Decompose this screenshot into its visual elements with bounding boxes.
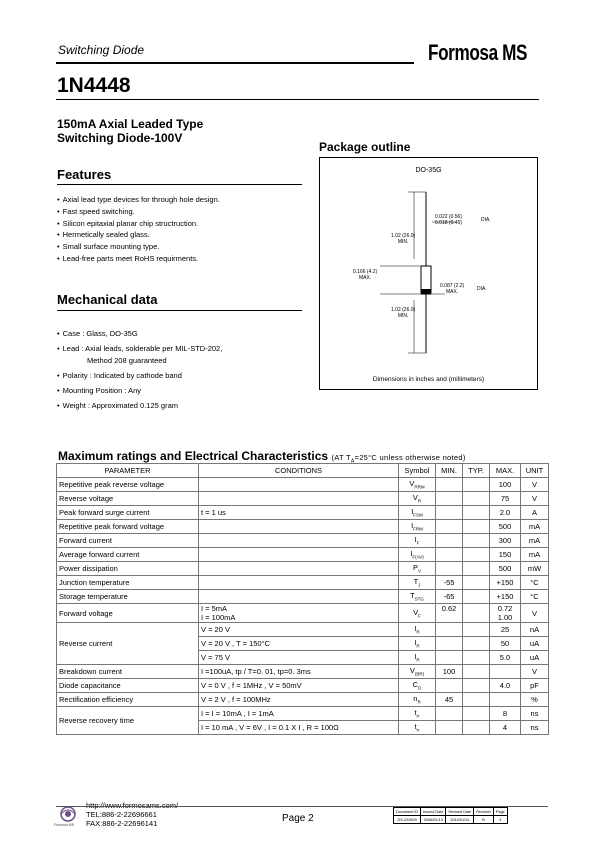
features-rule (57, 184, 302, 185)
feature-item: • Fast speed switching. (57, 206, 220, 218)
package-outline-box (319, 157, 538, 390)
table-cell: Power dissipation (57, 562, 199, 576)
doc-value: DS-222809 (394, 816, 421, 824)
table-cell: 75 (490, 492, 521, 506)
table-cell (463, 693, 490, 707)
symbol-cell: $I_{F(AV)}$ (399, 548, 436, 562)
symbol-cell: $n_R$ (399, 693, 436, 707)
table-row (57, 707, 549, 721)
table-cell: mW (521, 562, 549, 576)
table-cell: Reverse recovery time (57, 707, 199, 735)
table-cell: Repetitive peak reverse voltage (57, 478, 199, 492)
table-cell: V (521, 478, 549, 492)
dim-lead-len-bottom: 1.02 (26.0) MIN. (391, 307, 416, 319)
table-cell: V (521, 665, 549, 679)
dim-lead-dia-label: DIA. (481, 217, 491, 223)
table-cell (436, 534, 463, 548)
symbol-cell: $V_F$ (399, 604, 436, 623)
feature-item: • Lead-free parts meet RoHS requirments. (57, 253, 220, 265)
features-heading: Features (57, 167, 112, 182)
mechanical-item: • Weight : Approximated 0.125 gram (57, 400, 222, 412)
table-header-row (57, 464, 549, 478)
product-description (57, 117, 203, 145)
table-cell: ns (521, 721, 549, 735)
package-note: Dimensions in inches and (millimeters) (372, 376, 485, 383)
symbol-cell: $t_{rr}$ (399, 707, 436, 721)
page-number: Page 2 (282, 813, 314, 824)
table-cell: Storage temperature (57, 590, 199, 604)
dim-body-dia: 0.087 (2.2) MAX. (440, 283, 465, 295)
mechanical-list (57, 328, 222, 415)
col-header: UNIT (521, 464, 549, 478)
table-cell (199, 576, 399, 590)
table-cell (463, 548, 490, 562)
col-header: TYP. (463, 464, 490, 478)
mechanical-rule (57, 310, 302, 311)
table-cell (463, 707, 490, 721)
table-cell: 0.72 1.00 (490, 604, 521, 623)
table-cell (436, 637, 463, 651)
description-line-1: 150mA Axial Leaded Type (57, 117, 204, 131)
symbol-cell: $V_R$ (399, 492, 436, 506)
symbol-cell: $I_{FSM}$ (399, 506, 436, 520)
table-row (57, 478, 549, 492)
symbol-cell: $I_{FRM}$ (399, 520, 436, 534)
feature-item: • Silicon epitaxial planar chip structruction. (57, 218, 220, 230)
table-row (57, 506, 549, 520)
table-cell (463, 492, 490, 506)
table-row (57, 520, 549, 534)
table-cell (436, 707, 463, 721)
table-cell (463, 534, 490, 548)
doc-header: Revised Date (446, 808, 474, 816)
table-cell (463, 506, 490, 520)
table-cell (436, 721, 463, 735)
mechanical-item-cont: Method 208 guaranteed (87, 355, 167, 365)
table-row (57, 534, 549, 548)
doc-header: Revision (474, 808, 494, 816)
header-rule-2 (56, 99, 539, 100)
mechanical-item: • Mounting Position : Any (57, 385, 222, 397)
table-cell (490, 665, 521, 679)
table-cell (199, 492, 399, 506)
table-cell (436, 506, 463, 520)
table-cell: mA (521, 534, 549, 548)
col-header: CONDITIONS (199, 464, 399, 478)
table-cell: -65 (436, 590, 463, 604)
feature-item: • Hermetically sealed glass. (57, 229, 220, 241)
table-cell: mA (521, 548, 549, 562)
table-cell (463, 623, 490, 637)
table-cell (463, 590, 490, 604)
table-cell: uA (521, 637, 549, 651)
col-header: PARAMETER (57, 464, 199, 478)
table-cell: 0.62 (436, 604, 463, 623)
table-cell (199, 562, 399, 576)
table-cell: Reverse voltage (57, 492, 199, 506)
description-line-2: Switching Diode-100V (57, 131, 183, 145)
table-cell: °C (521, 590, 549, 604)
table-row (57, 590, 549, 604)
dim-lead-dia: 0.022 (0.56) 0.018 (0.45) (435, 214, 462, 226)
table-row (57, 562, 549, 576)
header-rule (56, 62, 414, 64)
table-cell: % (521, 693, 549, 707)
table-cell (463, 576, 490, 590)
table-cell: 100 (436, 665, 463, 679)
table-cell (436, 562, 463, 576)
table-cell: A (521, 506, 549, 520)
doc-value: 2006/02/13 (421, 816, 446, 824)
table-cell (199, 590, 399, 604)
table-cell: 150 (490, 548, 521, 562)
table-cell: Repetitive peak forward voltage (57, 520, 199, 534)
table-cell: -55 (436, 576, 463, 590)
table-cell: Diode capacitance (57, 679, 199, 693)
table-cell (436, 520, 463, 534)
table-cell: Forward current (57, 534, 199, 548)
table-cell: 4 (490, 721, 521, 735)
table-cell: 4.0 (490, 679, 521, 693)
dim-body-dia-label: DIA. (477, 286, 487, 292)
table-cell: pF (521, 679, 549, 693)
feature-item: • Axial lead type devices for through hole design. (57, 194, 220, 206)
symbol-cell: $T_J$ (399, 576, 436, 590)
table-cell: Forward voltage (57, 604, 199, 623)
table-row (57, 548, 549, 562)
col-header: Symbol (399, 464, 436, 478)
table-cell: I = 5mA I = 100mA (199, 604, 399, 623)
feature-item: • Small surface mounting type. (57, 241, 220, 253)
table-cell (436, 623, 463, 637)
doc-header: Document ID (394, 808, 421, 816)
table-cell (463, 520, 490, 534)
table-cell: V (521, 604, 549, 623)
table-cell (436, 548, 463, 562)
table-cell (199, 548, 399, 562)
table-cell (463, 604, 490, 623)
footer-fax: FAX:886-2-22696141 (86, 819, 158, 828)
features-list (57, 194, 220, 265)
dim-lead-len-top: 1.02 (26.0) MIN. (391, 233, 416, 245)
table-row (57, 604, 549, 623)
table-cell: Rectification efficiency (57, 693, 199, 707)
symbol-cell: $V_{RRM}$ (399, 478, 436, 492)
part-number: 1N4448 (57, 74, 131, 97)
table-cell (436, 651, 463, 665)
mechanical-item: • Polarity : Indicated by cathode band (57, 370, 222, 382)
table-cell: V = 2 V , f = 100MHz (199, 693, 399, 707)
table-row (57, 679, 549, 693)
table-cell (463, 637, 490, 651)
doc-value: 3 (493, 816, 507, 824)
symbol-cell: $V_{(BR)}$ (399, 665, 436, 679)
table-cell: uA (521, 651, 549, 665)
table-cell: Average forward current (57, 548, 199, 562)
table-cell (199, 534, 399, 548)
table-cell: V = 75 V (199, 651, 399, 665)
table-cell: 100 (490, 478, 521, 492)
table-cell: Junction temperature (57, 576, 199, 590)
doc-value: 2010/01/10 (446, 816, 474, 824)
document-info-table (393, 807, 508, 824)
table-cell (463, 679, 490, 693)
table-cell: 500 (490, 562, 521, 576)
package-heading: Package outline (319, 140, 411, 154)
table-cell (436, 478, 463, 492)
symbol-cell: $C_D$ (399, 679, 436, 693)
table-cell: 50 (490, 637, 521, 651)
table-row (57, 576, 549, 590)
table-row (57, 623, 549, 637)
table-cell: t = 1 us (199, 506, 399, 520)
table-cell: V = 0 V , f = 1MHz , V = 50mV (199, 679, 399, 693)
table-cell (463, 478, 490, 492)
table-cell (490, 693, 521, 707)
table-cell (463, 651, 490, 665)
col-header: MAX. (490, 464, 521, 478)
table-cell: 2.0 (490, 506, 521, 520)
table-cell: V = 20 V (199, 623, 399, 637)
table-title: Maximum ratings and Electrical Characteristics (AT $T_A=25^\circ C$ unless otherwise noted) (58, 449, 466, 465)
symbol-cell: $I_R$ (399, 623, 436, 637)
doc-header: Issued Date (421, 808, 446, 816)
table-cell (463, 562, 490, 576)
table-cell (199, 520, 399, 534)
mechanical-item: • Lead : Axial leads, solderable per MIL-STD-202, Method 208 guaranteed (57, 343, 222, 366)
logo-caption: Formosa MS (54, 823, 75, 827)
table-cell (199, 478, 399, 492)
package-name: DO-35G (415, 167, 442, 174)
table-cell (436, 492, 463, 506)
symbol-cell: $T_{STG}$ (399, 590, 436, 604)
table-cell: 5.0 (490, 651, 521, 665)
table-cell: I = 10 mA , V = 6V , I = 0.1 X I , R = 100Ω (199, 721, 399, 735)
symbol-cell: $I_R$ (399, 637, 436, 651)
table-cell: nA (521, 623, 549, 637)
ratings-table (56, 463, 549, 735)
table-cell (463, 665, 490, 679)
document-type: Switching Diode (58, 43, 145, 57)
mechanical-heading: Mechanical data (57, 292, 158, 307)
table-cell: 500 (490, 520, 521, 534)
table-cell: ns (521, 707, 549, 721)
col-header: MIN. (436, 464, 463, 478)
table-cell: °C (521, 576, 549, 590)
table-cell: Breakdown current (57, 665, 199, 679)
table-condition-note: (AT $T_A=25^\circ C$ unless otherwise noted) (331, 453, 466, 465)
symbol-cell: $P_V$ (399, 562, 436, 576)
mechanical-item: • Case : Glass, DO-35G (57, 328, 222, 340)
footer-tel: TEL:886-2-22696661 (86, 810, 157, 819)
table-row (57, 665, 549, 679)
doc-value: B (474, 816, 494, 824)
company-logo (54, 804, 79, 827)
symbol-cell: $t_{rr}$ (399, 721, 436, 735)
doc-header: Page (493, 808, 507, 816)
table-cell: Reverse current (57, 623, 199, 665)
table-cell: 45 (436, 693, 463, 707)
table-cell (463, 721, 490, 735)
symbol-cell: $I_R$ (399, 651, 436, 665)
table-cell: V = 20 V , T = 150°C (199, 637, 399, 651)
table-cell: mA (521, 520, 549, 534)
dim-body-len: 0.166 (4.2) MAX. (353, 269, 378, 281)
table-cell: 300 (490, 534, 521, 548)
table-cell: +150 (490, 576, 521, 590)
table-cell (436, 679, 463, 693)
table-cell: 8 (490, 707, 521, 721)
table-row (57, 693, 549, 707)
table-row (57, 492, 549, 506)
table-cell: +150 (490, 590, 521, 604)
brand-logo: Formosa MS (428, 40, 528, 65)
table-cell: Peak forward surge current (57, 506, 199, 520)
table-cell: I = I = 10mA , I = 1mA (199, 707, 399, 721)
table-cell: 25 (490, 623, 521, 637)
table-cell: V (521, 492, 549, 506)
symbol-cell: $I_F$ (399, 534, 436, 548)
table-cell: I =100uA, tp / T=0. 01, tp=0. 3ms (199, 665, 399, 679)
